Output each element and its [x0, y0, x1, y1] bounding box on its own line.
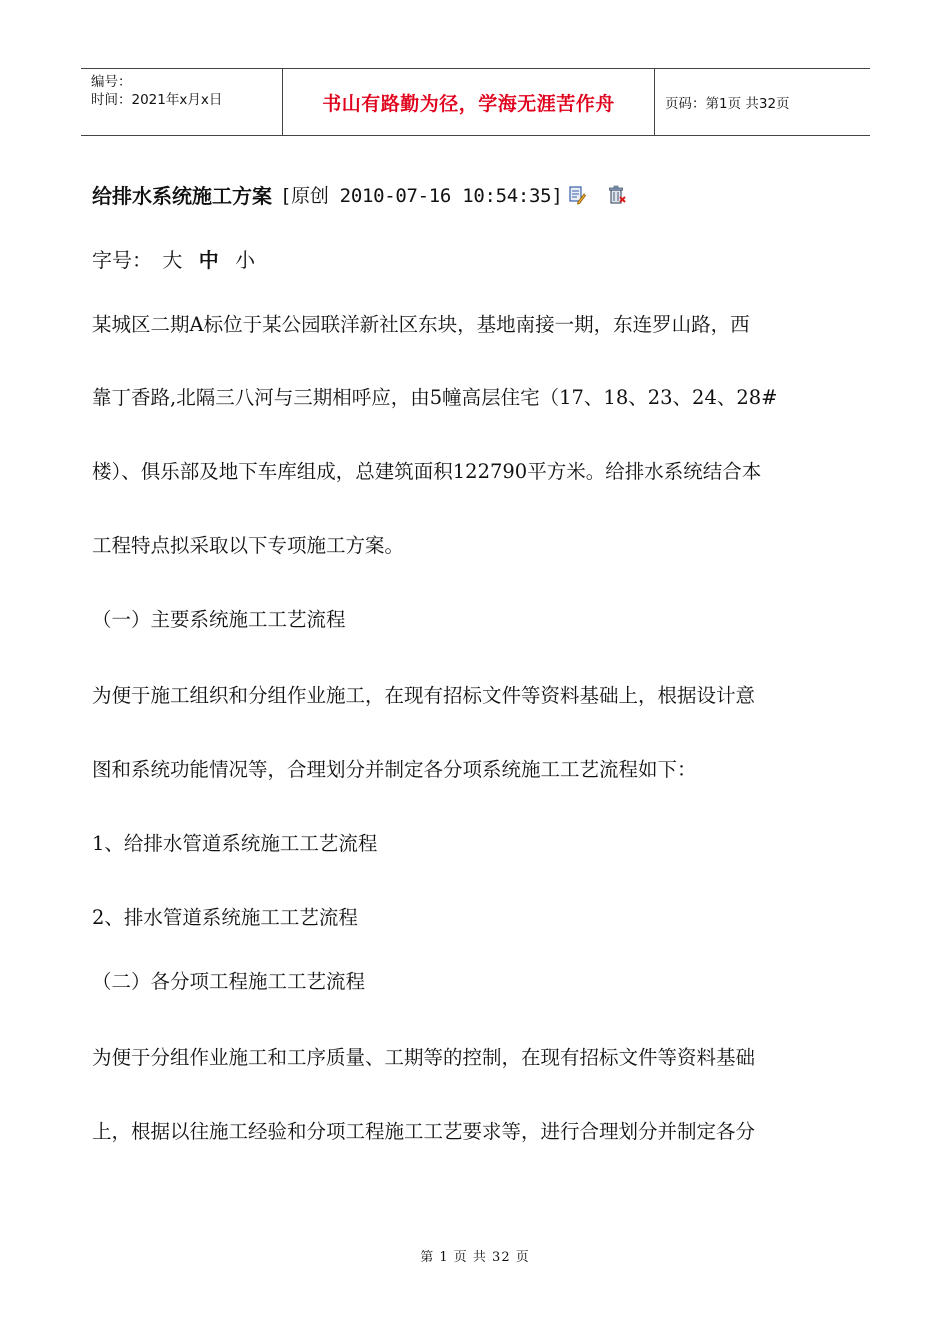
section-heading: （二）各分项工程施工工艺流程 — [92, 970, 366, 993]
section-heading: （一）主要系统施工工艺流程 — [92, 608, 346, 631]
font-size-large[interactable]: 大 — [162, 248, 183, 272]
delete-icon[interactable] — [608, 185, 626, 205]
font-size-selector — [92, 244, 265, 273]
body-line: 靠丁香路,北隔三八河与三期相呼应，由5幢高层住宅（17、18、23、24、28# — [92, 386, 778, 409]
motto-text: 书山有路勤为径，学海无涯苦作舟 — [322, 92, 615, 115]
time-label: 时间：2021年x月x日 — [91, 92, 223, 108]
header-meta-cell — [81, 69, 282, 135]
article-title-line — [92, 180, 626, 209]
article-title: 给排水系统施工方案 — [92, 184, 272, 208]
page-footer: 第 1 页 共 32 页 — [420, 1250, 530, 1265]
list-item: 1、给排水管道系统施工工艺流程 — [92, 832, 378, 855]
font-size-medium[interactable]: 中 — [198, 248, 219, 272]
body-line: 上，根据以往施工经验和分项工程施工工艺要求等，进行合理划分并制定各分 — [92, 1120, 756, 1143]
font-size-label: 字号： — [92, 248, 152, 272]
page-info: 页码：第1页 共32页 — [665, 96, 790, 112]
font-size-small[interactable]: 小 — [235, 248, 256, 272]
document-header — [81, 68, 870, 136]
body-line: 工程特点拟采取以下专项施工方案。 — [92, 534, 405, 557]
body-line: 某城区二期A标位于某公园联洋新社区东块，基地南接一期，东连罗山路，西 — [92, 313, 750, 336]
edit-icon[interactable] — [568, 185, 586, 205]
body-line: 楼）、俱乐部及地下车库组成，总建筑面积122790平方米。给排水系统结合本 — [92, 460, 762, 483]
list-item: 2、排水管道系统施工工艺流程 — [92, 906, 358, 929]
header-page-cell — [655, 69, 870, 135]
body-line: 为便于施工组织和分组作业施工，在现有招标文件等资料基础上，根据设计意 — [92, 684, 756, 707]
number-label: 编号： — [91, 74, 132, 90]
body-line: 为便于分组作业施工和工序质量、工期等的控制，在现有招标文件等资料基础 — [92, 1046, 756, 1069]
header-motto-cell — [282, 69, 655, 135]
body-line: 图和系统功能情况等，合理划分并制定各分项系统施工工艺流程如下： — [92, 758, 697, 781]
article-meta: [原创 2010-07-16 10:54:35] — [280, 185, 563, 207]
